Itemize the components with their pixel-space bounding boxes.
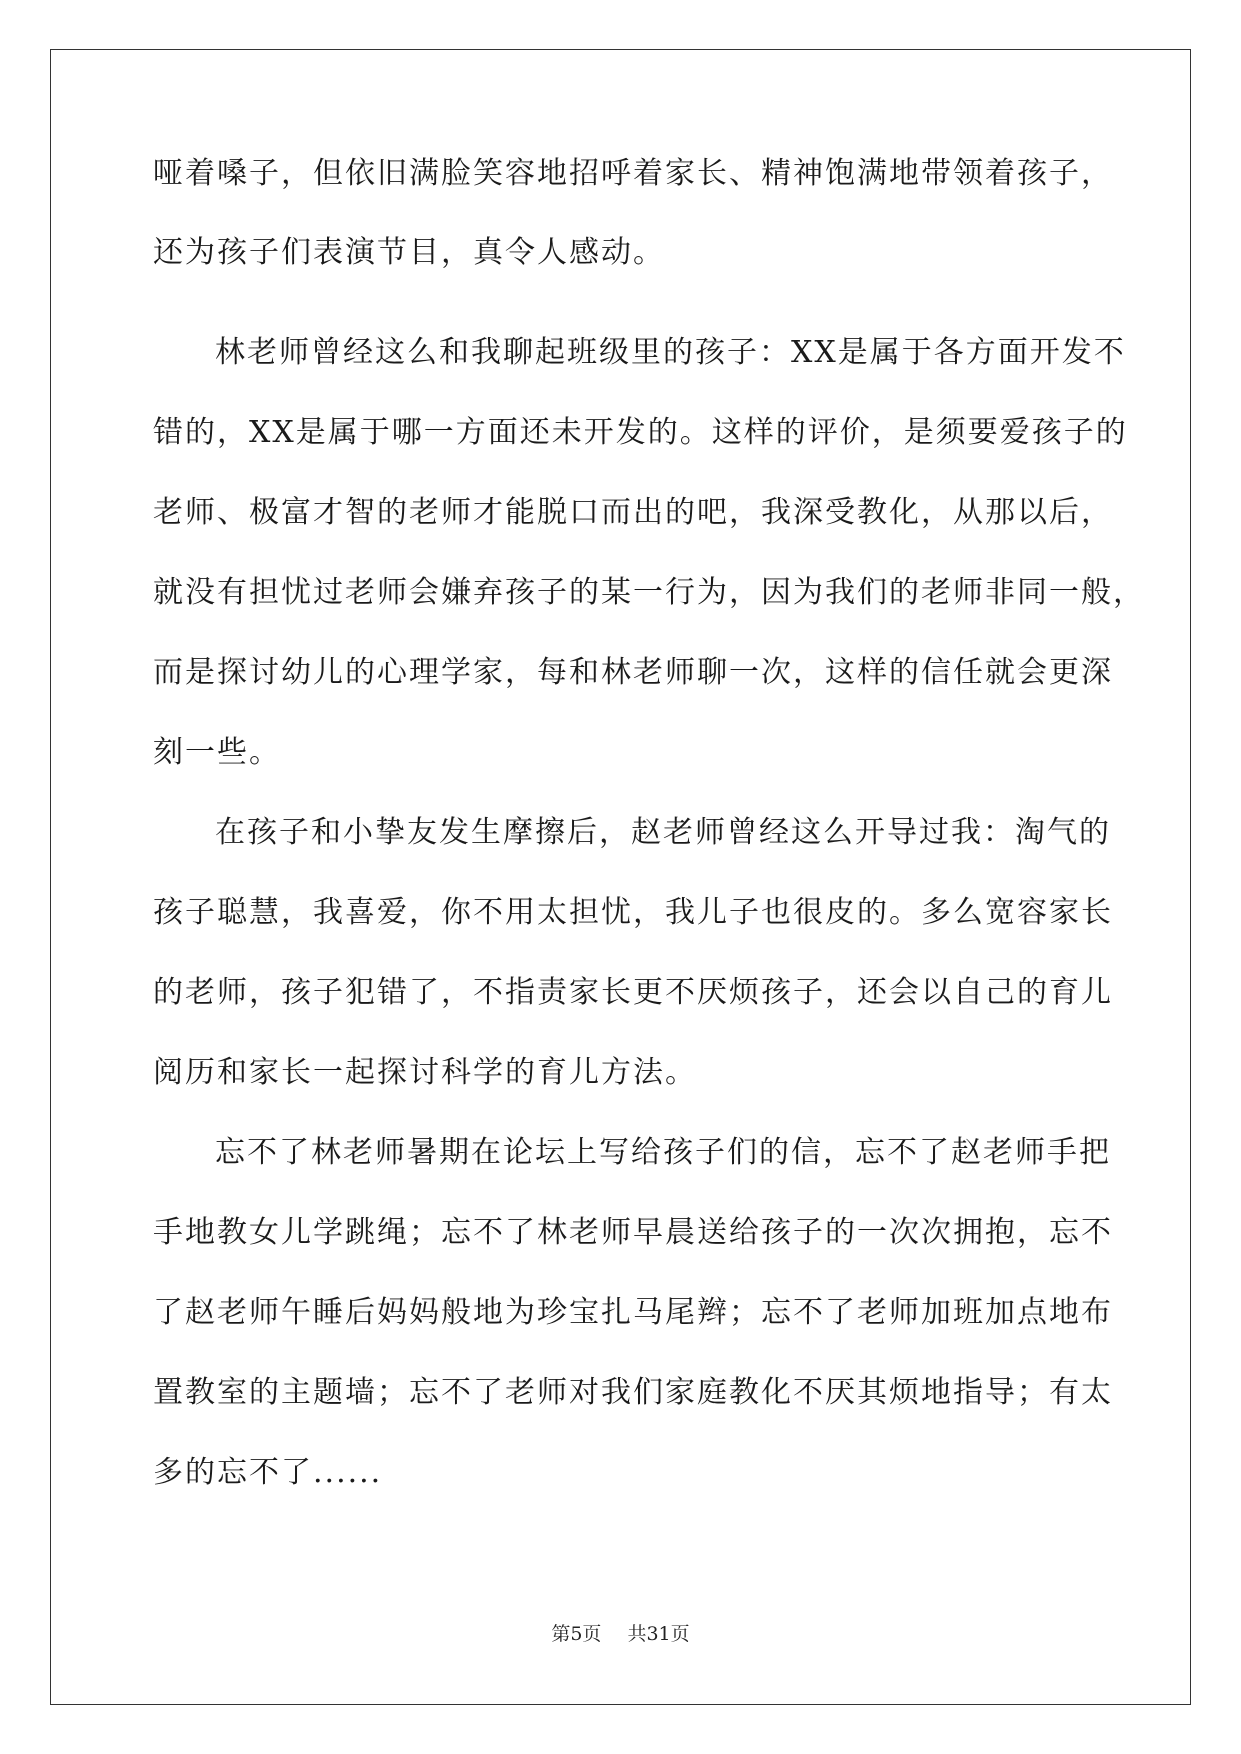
text-line: 阅历和家长一起探讨科学的育儿方法。 — [153, 1055, 697, 1090]
paragraph-start-line: 林老师曾经这么和我聊起班级里的孩子：XX是属于各方面开发不 — [215, 335, 1126, 370]
text-line: 还为孩子们表演节目，真令人感动。 — [153, 235, 665, 270]
text-line: 多的忘不了...... — [153, 1455, 383, 1490]
page-number: 第5页 — [551, 1623, 602, 1645]
text-line: 刻一些。 — [153, 735, 281, 770]
text-line: 哑着嗓子，但依旧满脸笑容地招呼着家长、精神饱满地带领着孩子， — [153, 156, 1113, 191]
page-footer — [0, 1621, 1241, 1647]
text-line: 而是探讨幼儿的心理学家，每和林老师聊一次，这样的信任就会更深 — [153, 655, 1113, 690]
paragraph-start-line: 在孩子和小挚友发生摩擦后，赵老师曾经这么开导过我：淘气的 — [215, 815, 1111, 850]
text-line: 的老师，孩子犯错了，不指责家长更不厌烦孩子，还会以自己的育儿 — [153, 975, 1113, 1010]
page-total: 共31页 — [627, 1623, 690, 1645]
text-line: 了赵老师午睡后妈妈般地为珍宝扎马尾辫；忘不了老师加班加点地布 — [153, 1295, 1113, 1330]
text-line: 错的，XX是属于哪一方面还未开发的。这样的评价，是须要爱孩子的 — [153, 415, 1128, 450]
text-line: 孩子聪慧，我喜爱，你不用太担忧，我儿子也很皮的。多么宽容家长 — [153, 895, 1113, 930]
text-line: 老师、极富才智的老师才能脱口而出的吧，我深受教化，从那以后， — [153, 495, 1113, 530]
text-line: 手地教女儿学跳绳；忘不了林老师早晨送给孩子的一次次拥抱，忘不 — [153, 1215, 1113, 1250]
text-line: 置教室的主题墙；忘不了老师对我们家庭教化不厌其烦地指导；有太 — [153, 1375, 1113, 1410]
text-line: 就没有担忧过老师会嫌弃孩子的某一行为，因为我们的老师非同一般， — [153, 575, 1145, 610]
paragraph-start-line: 忘不了林老师暑期在论坛上写给孩子们的信，忘不了赵老师手把 — [215, 1135, 1111, 1170]
